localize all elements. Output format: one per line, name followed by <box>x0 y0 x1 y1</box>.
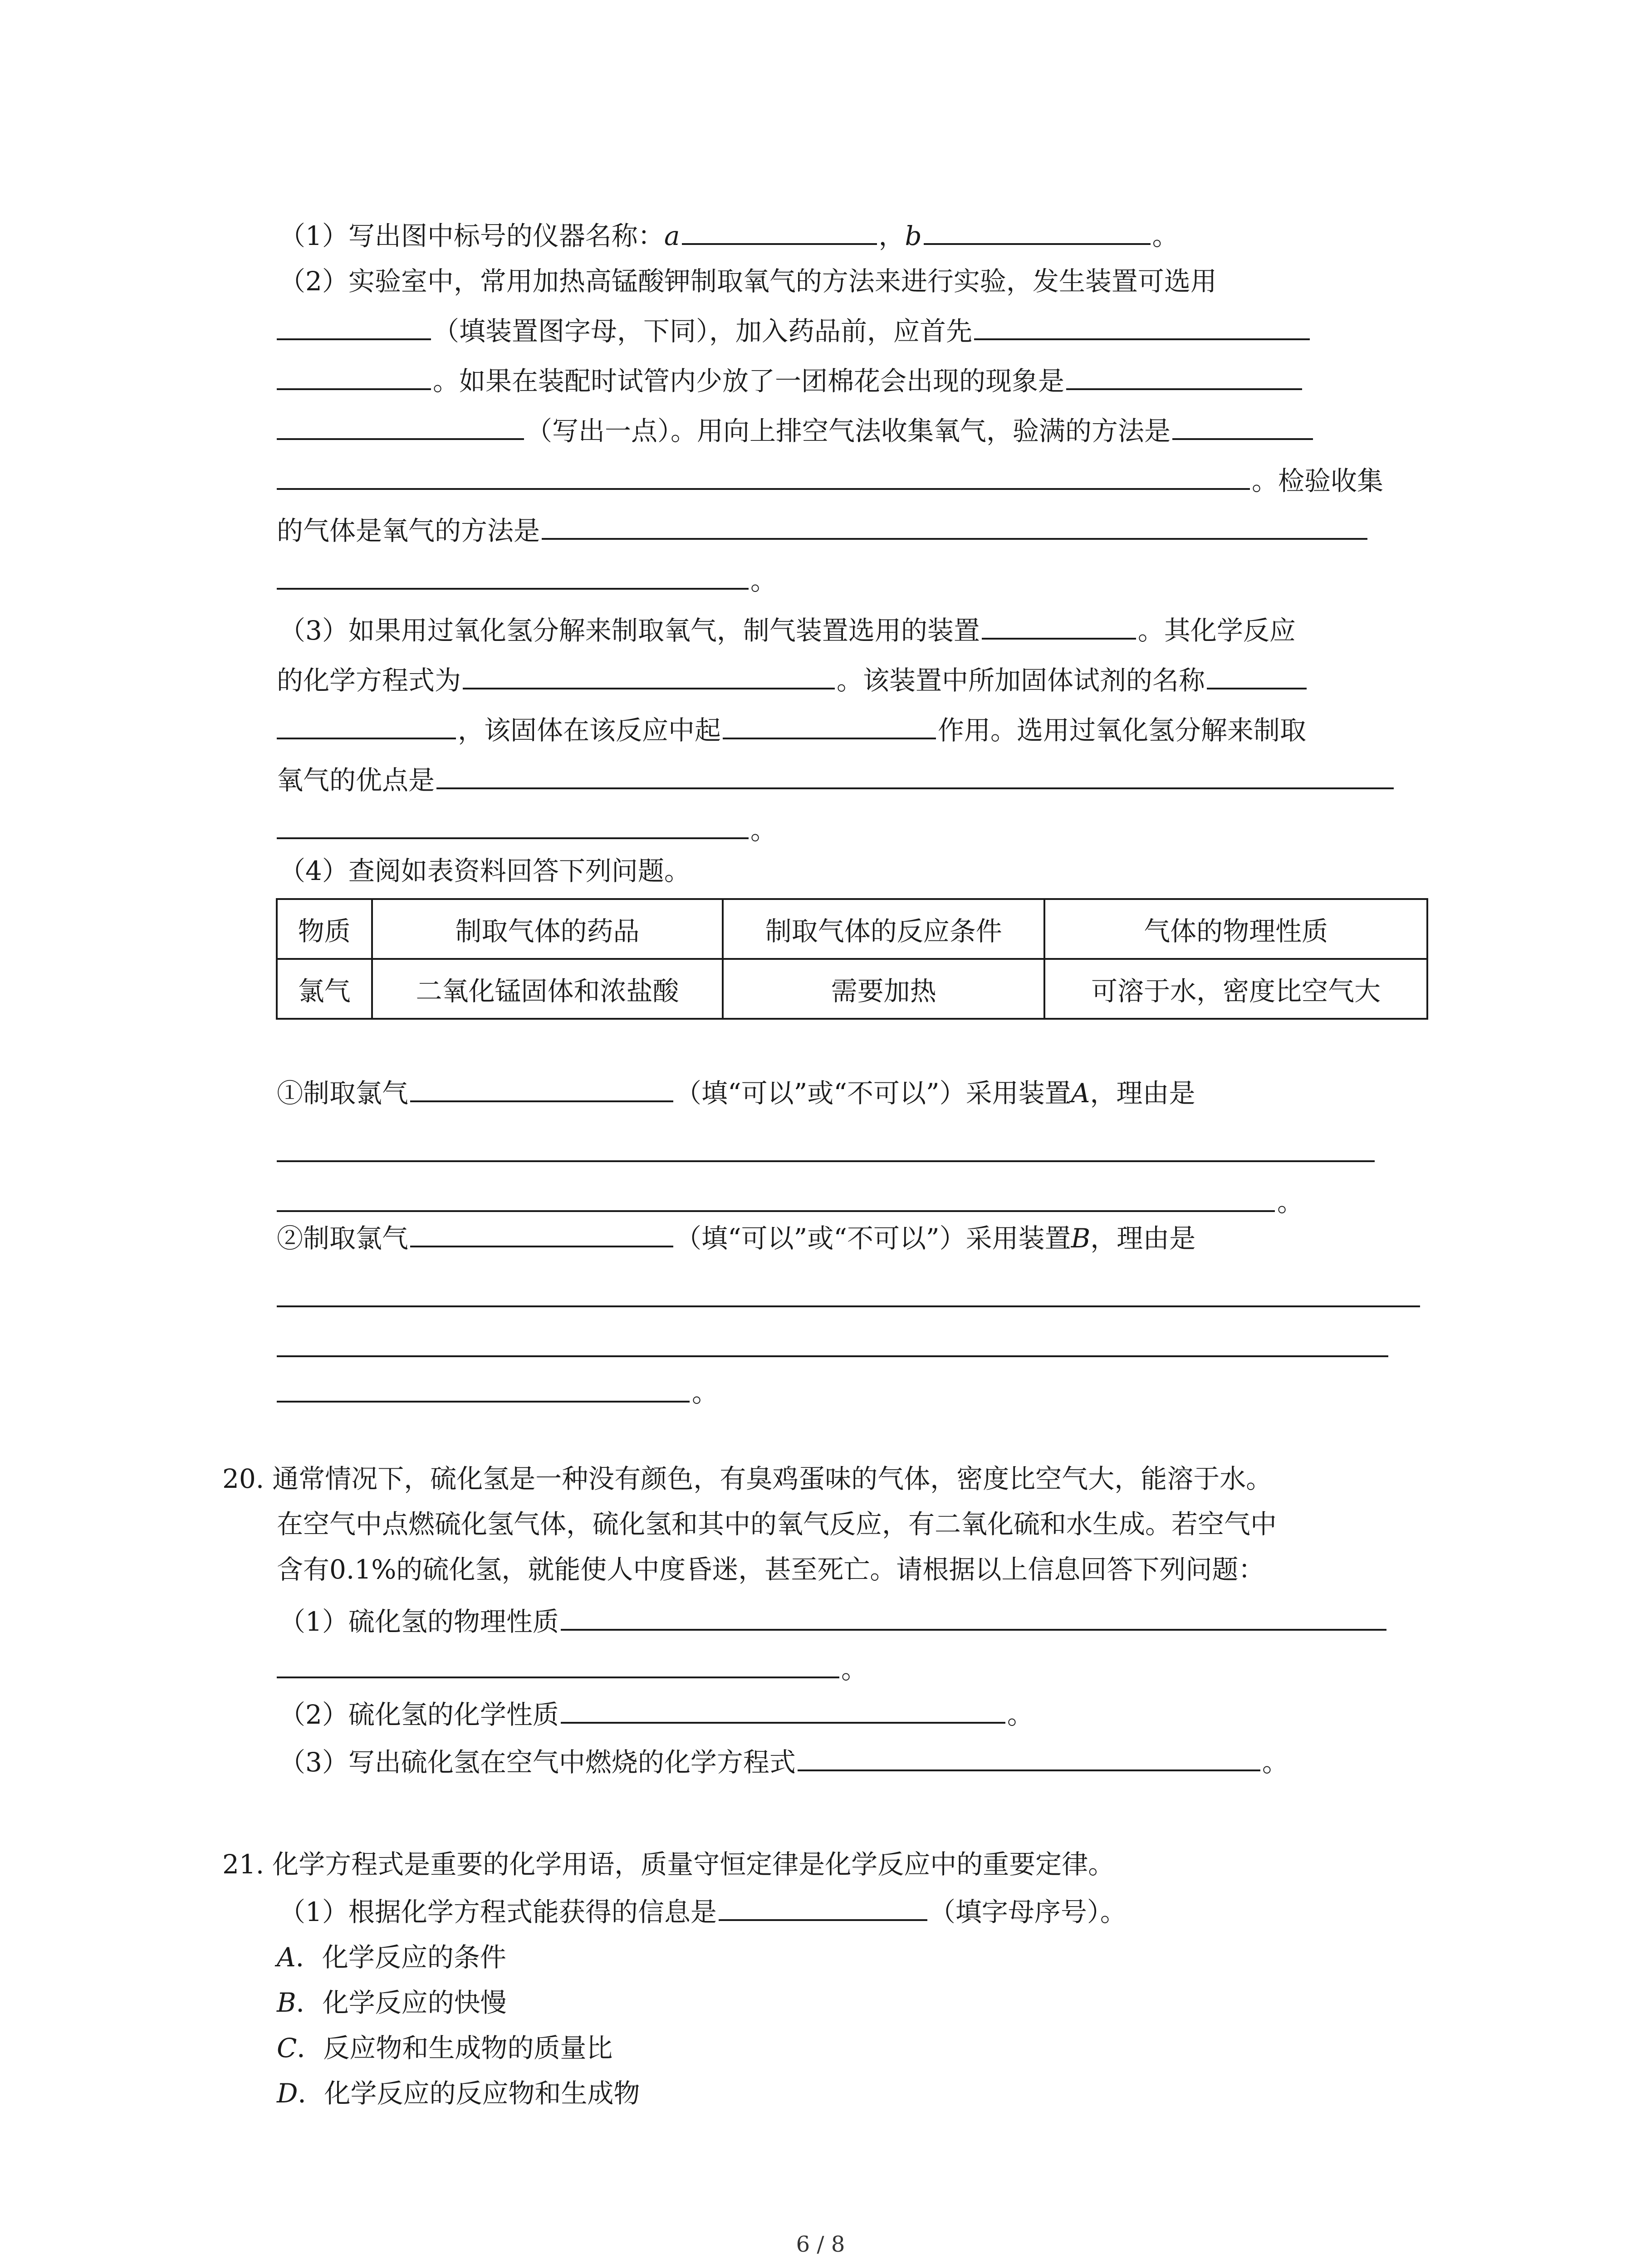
q19-p2-text1: （2）实验室中，常用加热高锰酸钾制取氧气的方法来进行实验，发生装置可选用 <box>279 266 1217 297</box>
blank-first-step[interactable] <box>974 310 1310 340</box>
answer-line-chlorine-b-3[interactable] <box>277 1401 690 1403</box>
q19-p4-intro-text: （4）查阅如表资料回答下列问题。 <box>279 855 691 886</box>
q19-p1-comma: ， <box>878 220 905 251</box>
blank-phenomenon[interactable] <box>1066 360 1302 390</box>
blank-generator-apparatus[interactable] <box>277 310 431 340</box>
option-text: ．化学反应的条件 <box>295 1942 506 1973</box>
q19-p2-line5 <box>277 458 1383 503</box>
q19-p2-text3: 。如果在装配时试管内少放了一团棉花会出现的现象是 <box>433 366 1065 396</box>
q21-number: 21. <box>222 1849 265 1880</box>
q19-p3-line4 <box>277 758 1396 803</box>
q19-p1-end: 。 <box>1152 220 1179 251</box>
q19-p2-text5: 。检验收集 <box>1252 465 1384 496</box>
q20-sub3-line <box>279 1740 1288 1785</box>
blank-oxygen-test-cont[interactable] <box>277 560 749 590</box>
q19-p3-text5: 。 <box>750 815 777 846</box>
blank-h2o2-apparatus[interactable] <box>982 610 1136 640</box>
q20-text3: 含有0.1%的硫化氢，就能使人中度昏迷，甚至死亡。请根据以上信息回答下列问题： <box>277 1554 1265 1585</box>
blank-instrument-b[interactable] <box>924 215 1151 245</box>
q19-p4-intro <box>279 848 691 894</box>
q19-p3-text3a: ，该固体在该反应中起 <box>458 715 721 746</box>
chlorine-info-table <box>276 898 1428 1020</box>
blank-equation-info[interactable] <box>719 1891 927 1921</box>
table-row <box>277 959 1427 1019</box>
blank-solid-role[interactable] <box>723 709 936 739</box>
q20-line2 <box>277 1501 1277 1547</box>
page-number: 6 / 8 <box>796 2232 845 2257</box>
blank-solid-name-cont[interactable] <box>277 709 456 739</box>
q19-p2-line3 <box>277 358 1304 404</box>
q19-p2-line4 <box>277 408 1315 454</box>
table-cell: 二氧化锰固体和浓盐酸 <box>372 959 723 1019</box>
blank-chemical-equation[interactable] <box>463 660 835 689</box>
blank-h2s-physical[interactable] <box>561 1601 1386 1631</box>
q19-p2-line7 <box>277 558 777 603</box>
q20-number: 20. <box>222 1463 265 1494</box>
q19-p3-text4: 氧气的优点是 <box>277 765 435 796</box>
q19-p2-text2: （填装置图字母，下同），加入药品前，应首先 <box>433 316 973 347</box>
q20-line1 <box>222 1456 1272 1501</box>
q21-sub1-text: （1）根据化学方程式能获得的信息是 <box>279 1897 717 1927</box>
table-header-cell: 物质 <box>277 899 372 959</box>
answer-line-chlorine-a-1[interactable] <box>277 1160 1375 1162</box>
q19-p4-sub1-apparatus: A <box>1071 1078 1090 1109</box>
q19-p2-line1 <box>279 259 1217 304</box>
table-cell: 可溶于水，密度比空气大 <box>1044 959 1427 1019</box>
q21-option-c <box>277 2025 612 2071</box>
blank-advantage[interactable] <box>436 759 1394 789</box>
q20-sub1-line <box>279 1599 1388 1644</box>
table-cell: 氯气 <box>277 959 372 1019</box>
option-letter: C <box>277 2033 297 2063</box>
q19-p3-line5 <box>277 807 777 853</box>
table-header-cell: 制取气体的药品 <box>372 899 723 959</box>
blank-h2s-equation[interactable] <box>798 1741 1260 1771</box>
q20-sub2-line <box>279 1692 1034 1737</box>
q20-sub2-text: （2）硫化氢的化学性质 <box>279 1699 559 1730</box>
q19-p4-sub2-reason: ，理由是 <box>1090 1223 1196 1254</box>
q20-text1: 通常情况下，硫化氢是一种没有颜色，有臭鸡蛋味的气体，密度比空气大，能溶于水。 <box>272 1463 1273 1494</box>
q19-p3-line1 <box>279 608 1296 653</box>
blank-chlorine-b-can[interactable] <box>410 1217 673 1247</box>
q19-p4-sub1-line <box>277 1070 1195 1116</box>
q19-p3-text2a: 的化学方程式为 <box>277 665 461 696</box>
q20-sub1-end: 。 <box>841 1654 868 1685</box>
q19-p2-text4: （写出一点）。用向上排空气法收集氧气，验满的方法是 <box>526 415 1171 446</box>
q19-p2-text6: 的气体是氧气的方法是 <box>277 515 540 546</box>
q21-option-d <box>277 2071 640 2116</box>
answer-line-chlorine-b-2[interactable] <box>277 1355 1388 1357</box>
blank-solid-name[interactable] <box>1207 660 1307 689</box>
q20-sub1-text: （1）硫化氢的物理性质 <box>279 1606 559 1637</box>
option-text: ．反应物和生成物的质量比 <box>297 2033 613 2063</box>
table-header-row <box>277 899 1427 959</box>
q20-sub3-end: 。 <box>1262 1747 1288 1778</box>
table-header-cell: 气体的物理性质 <box>1044 899 1427 959</box>
answer-line-chlorine-a-2[interactable] <box>277 1210 1275 1212</box>
q21-line1 <box>222 1842 1114 1887</box>
q20-line3 <box>277 1547 1264 1592</box>
blank-full-check[interactable] <box>1172 410 1313 440</box>
blank-phenomenon-cont[interactable] <box>277 410 524 440</box>
option-letter: B <box>277 1987 296 2018</box>
q19-p3-text3b: 作用。选用过氧化氢分解来制取 <box>938 715 1307 746</box>
q19-p1-line <box>279 213 1179 259</box>
option-text: ．化学反应的快慢 <box>296 1987 507 2018</box>
q20-sub2-end: 。 <box>1007 1699 1034 1730</box>
blank-first-step-cont[interactable] <box>277 360 431 390</box>
q19-p1-label-b: b <box>905 220 922 251</box>
q19-p3-line3 <box>277 708 1306 753</box>
q19-p4-sub2-apparatus: B <box>1071 1223 1091 1254</box>
q19-p3-text1b: 。其化学反应 <box>1137 615 1296 646</box>
table-cell: 需要加热 <box>723 959 1044 1019</box>
q20-sub1-cont <box>277 1647 867 1692</box>
option-letter: D <box>277 2078 298 2109</box>
q19-p4-sub2-text: （填“可以”或“不可以”）采用装置 <box>675 1223 1071 1254</box>
q19-p4-sub1-end: 。 <box>1277 1187 1304 1217</box>
q21-text1: 化学方程式是重要的化学用语，质量守恒定律是化学反应中的重要定律。 <box>272 1849 1115 1880</box>
q19-p3-text2b: 。该装置中所加固体试剂的名称 <box>837 665 1205 696</box>
q21-option-a <box>277 1935 506 1980</box>
q21-option-b <box>277 1980 507 2025</box>
q20-sub3-text: （3）写出硫化氢在空气中燃烧的化学方程式 <box>279 1747 796 1778</box>
blank-h2s-physical-cont[interactable] <box>277 1648 839 1678</box>
q21-sub1-line <box>279 1889 1127 1935</box>
q19-p4-sub1-label: ①制取氯气 <box>277 1078 409 1109</box>
q19-p4-sub1-text: （填“可以”或“不可以”）采用装置 <box>675 1078 1071 1109</box>
q21-sub1-hint: （填字母序号）。 <box>929 1897 1127 1927</box>
blank-oxygen-test[interactable] <box>542 510 1367 540</box>
q19-p4-sub2-label: ②制取氯气 <box>277 1223 409 1254</box>
q19-p1-text: （1）写出图中标号的仪器名称： <box>279 220 664 251</box>
q19-p4-sub2-line <box>277 1216 1195 1261</box>
blank-instrument-a[interactable] <box>682 215 877 245</box>
q19-p2-line6 <box>277 508 1369 553</box>
answer-line-chlorine-b-1[interactable] <box>277 1305 1420 1307</box>
table-header-cell: 制取气体的反应条件 <box>723 899 1044 959</box>
q19-p2-text7: 。 <box>750 565 777 596</box>
blank-advantage-cont[interactable] <box>277 809 749 839</box>
q19-p4-sub2-end: 。 <box>692 1377 719 1408</box>
option-letter: A <box>277 1942 296 1973</box>
q19-p3-line2 <box>277 658 1308 703</box>
q19-p2-line2 <box>277 308 1312 354</box>
blank-full-check-cont[interactable] <box>277 460 1250 490</box>
blank-h2s-chemical[interactable] <box>561 1694 1005 1724</box>
blank-chlorine-a-can[interactable] <box>410 1072 673 1102</box>
option-text: ．化学反应的反应物和生成物 <box>298 2078 640 2109</box>
q20-text2: 在空气中点燃硫化氢气体，硫化氢和其中的氧气反应，有二氧化硫和水生成。若空气中 <box>277 1509 1277 1540</box>
q19-p4-sub1-reason: ，理由是 <box>1090 1078 1195 1109</box>
q19-p3-text1a: （3）如果用过氧化氢分解来制取氧气，制气装置选用的装置 <box>279 615 980 646</box>
q19-p1-label-a: a <box>664 220 680 251</box>
